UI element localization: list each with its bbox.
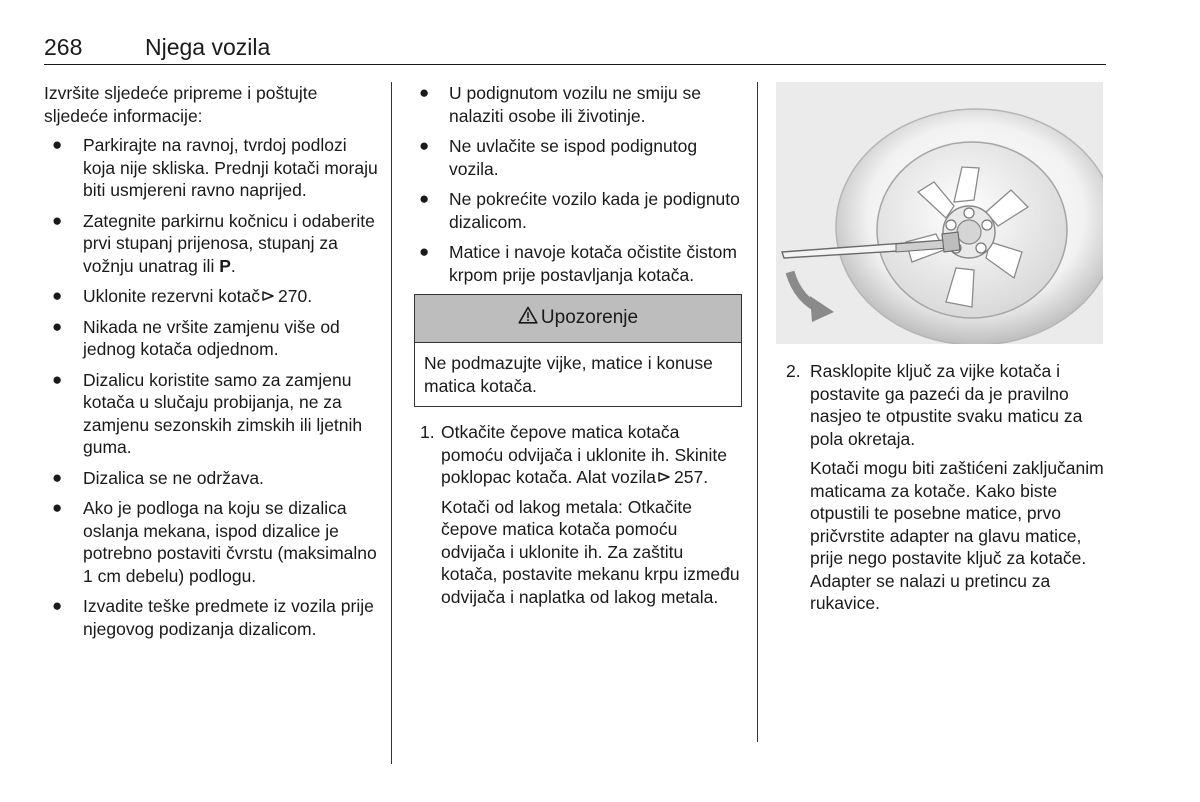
bullet-dot: ● <box>52 316 63 336</box>
warning-text: Ne podmazujte vijke, matice i konuse matica kotača. <box>424 353 713 396</box>
reference-arrow-icon <box>656 467 674 487</box>
list-item: ● Parkirajte na ravnoj, tvrdoj podlozi koja nije skliska. Prednji kotači moraju biti usmjereni ravno naprijed. <box>52 135 378 200</box>
step-number: 2. <box>786 361 801 381</box>
warning-box <box>414 294 742 407</box>
step-text: Rasklopite ključ za vijke kotača i postavite ga pazeći da je pravilno nasjeo te otpustite svaku maticu za pola okretaja. <box>810 361 1083 449</box>
column-1 <box>44 82 379 648</box>
intro-text: Izvršite sljedeće pripreme i poštujte sljedeće informacije: <box>44 83 318 126</box>
step-text: Otkačite čepove matica kotača pomoću odvijača i uklonite ih. Skinite poklopac kotača. Alat vozila 257. <box>441 422 727 487</box>
steps-list <box>776 360 1108 615</box>
reference-arrow-icon <box>260 286 278 306</box>
bullet-dot: ● <box>419 136 430 155</box>
bullet-dot: ● <box>52 596 63 615</box>
bullet-dot: ● <box>52 135 63 154</box>
step-number: 1. <box>420 422 435 442</box>
warning-triangle-icon <box>518 306 541 331</box>
gear-p-label: P <box>219 255 231 276</box>
page-title: Njega vozila <box>145 34 271 60</box>
bullet-dot: ● <box>52 369 63 389</box>
list-item: ● Matice i navoje kotača očistite čistom krpom prije postavljanja kotača. <box>419 242 737 285</box>
list-item: ● Ne uvlačite se ispod podignutog vozila. <box>419 136 698 179</box>
list-item: ● Nikada ne vršite zamjenu više od jednog kotača odjednom. <box>52 316 340 359</box>
page-reference[interactable]: 270. <box>278 286 313 306</box>
list-item: ● Zategnite parkirnu kočnicu i odaberite prvi stupanj prijenosa, stupanj za vožnju unatrag ili P. <box>52 210 375 276</box>
column-2 <box>414 82 742 615</box>
warning-header <box>415 295 741 343</box>
page-number: 268 <box>44 34 83 60</box>
bullet-dot: ● <box>419 242 430 261</box>
wheel-illustration-svg <box>776 82 1103 344</box>
list-item: ● Uklonite rezervni kotač 270. <box>52 286 313 306</box>
page-reference[interactable]: 257. <box>674 467 709 487</box>
step-item <box>776 360 1108 615</box>
column-divider <box>757 82 758 742</box>
list-item: ● Dizalica se ne održava. <box>52 467 264 488</box>
preparation-list <box>44 134 379 640</box>
warning-title: Upozorenje <box>540 307 639 329</box>
bullet-dot: ● <box>419 189 430 208</box>
list-item: ● Dizalicu koristite samo za zamjenu kotača u slučaju probijanja, ne za zamjenu sezonskih zimskih ili ljetnih guma. <box>52 369 363 457</box>
bullet-dot: ● <box>52 286 63 305</box>
bullet-dot: ● <box>52 467 63 487</box>
list-item: ● Ne pokrećite vozilo kada je podignuto dizalicom. <box>419 189 740 232</box>
wheel-wrench-illustration <box>776 82 1103 344</box>
bullet-dot: ● <box>52 498 63 517</box>
column-divider <box>391 82 392 764</box>
bullet-dot: ● <box>52 210 63 230</box>
list-item: ● Izvadite teške predmete iz vozila prije njegovog podizanja dizalicom. <box>52 596 374 639</box>
step-note: Kotači mogu biti zaštićeni zaključanim maticama za kotače. Kako biste otpustili te posebne matice, prvo pričvrstite adapter na glavu matice, prije nego postavite ključ za kotače. Adapter se nalazi u pretincu za rukavice. <box>810 458 1104 613</box>
list-item: ● U podignutom vozilu ne smiju se nalaziti osobe ili životinje. <box>419 83 701 126</box>
list-item: ● Ako je podloga na koju se dizalica oslanja mekana, ispod dizalice je potrebno postaviti čvrstu (maksimalno 1 cm debelu) podlogu. <box>52 498 377 586</box>
step-item <box>414 421 742 608</box>
column-3 <box>776 82 1108 622</box>
page-header <box>44 34 1106 65</box>
safety-list <box>414 82 742 286</box>
step-note: Kotači od lakog metala: Otkačite čepove matica kotača pomoću odvijača i uklonite ih. Za zaštitu kotača, postavite mekanu krpu između odvijača i naplatka od lakog metala. <box>441 496 740 607</box>
bullet-dot: ● <box>419 83 430 102</box>
steps-list <box>414 421 742 608</box>
